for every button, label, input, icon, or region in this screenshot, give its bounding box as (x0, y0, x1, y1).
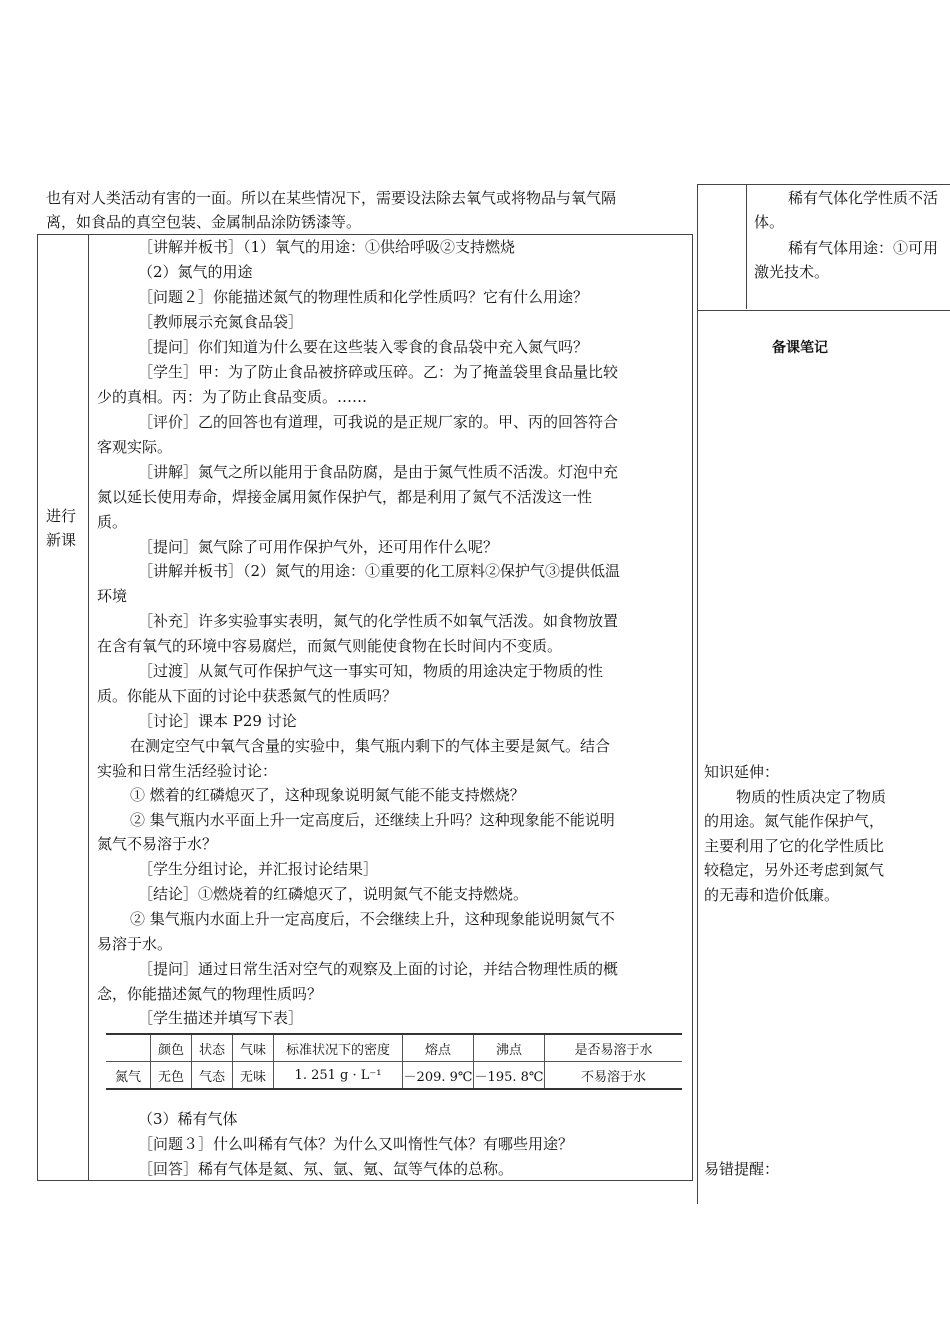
table-cell: －195. 8℃ (474, 1062, 545, 1090)
table-cell: 氮气 (106, 1062, 151, 1090)
section-label: 新课 (46, 531, 77, 549)
lesson-line: ［过渡］从氮气可作保护气这一事实可知，物质的用途决定于物质的性 (138, 662, 604, 680)
table-row (106, 1062, 682, 1090)
side-top-line: 激光技术。 (754, 263, 830, 281)
side-ext-line: 较稳定，另外还考虑到氮气 (704, 861, 885, 879)
table-cell: 无色 (151, 1062, 192, 1090)
lesson-line: ［讨论］课本 P29 讨论 (138, 712, 297, 730)
lesson-line: ［问题２］你能描述氮气的物理性质和化学性质吗？它有什么用途？ (138, 288, 589, 306)
lesson-line: 实验和日常生活经验讨论： (97, 762, 278, 780)
side-ext-title: 知识延伸： (704, 763, 780, 781)
lesson-line: ① 燃着的红磷熄灭了，这种现象说明氮气能不能支持燃烧？ (130, 786, 525, 804)
table-header-cell: 气味 (233, 1034, 274, 1062)
lesson-line: ［回答］稀有气体是氦、氖、氩、氪、氙等气体的总称。 (138, 1160, 514, 1178)
lesson-line: 氮气不易溶于水？ (97, 835, 218, 853)
lesson-line: ② 集气瓶内水平面上升一定高度后，还继续上升吗？这种现象能不能说明 (130, 811, 615, 829)
lesson-table-divider (88, 234, 89, 1180)
lesson-line: ② 集气瓶内水面上升一定高度后，不会继续上升，这种现象能说明氮气不 (130, 910, 615, 928)
side-column-rule (697, 309, 698, 1204)
lesson-line: 易溶于水。 (97, 935, 173, 953)
lesson-line: ［问题３］什么叫稀有气体？为什么又叫惰性气体？有哪些用途？ (138, 1135, 574, 1153)
lesson-line: ［讲解并板书］（1）氧气的用途：①供给呼吸②支持燃烧 (138, 238, 516, 256)
section-label: 进行 (46, 507, 77, 525)
lesson-line: 客观实际。 (97, 438, 173, 456)
side-warning-title: 易错提醒： (704, 1160, 780, 1178)
lesson-line: 环境 (97, 587, 128, 605)
lesson-line: （2）氮气的用途 (138, 263, 253, 281)
lesson-line: ［结论］①燃烧着的红磷熄灭了，说明氮气不能支持燃烧。 (138, 885, 529, 903)
lesson-line: ［教师展示充氮食品袋］ (138, 313, 304, 331)
table-header-cell: 状态 (192, 1034, 233, 1062)
table-header-cell: 熔点 (403, 1034, 474, 1062)
side-top-line: 体。 (754, 213, 785, 231)
side-top-divider (746, 184, 747, 309)
side-ext-line: 物质的性质决定了物质 (736, 788, 887, 806)
nitrogen-properties-table (106, 1033, 682, 1090)
side-top-line: 稀有气体化学性质不活 (788, 189, 939, 207)
lesson-line: 念，你能描述氮气的物理性质吗？ (97, 985, 323, 1003)
table-cell: 气态 (192, 1062, 233, 1090)
side-ext-line: 的用途。氮气能作保护气， (704, 812, 885, 830)
lesson-line: 质。 (97, 513, 128, 531)
side-top-line: 稀有气体用途：①可用 (788, 239, 939, 257)
lesson-line: ［提问］氮气除了可用作保护气外，还可用作什么呢？ (138, 538, 499, 556)
lesson-line: （3）稀有气体 (138, 1110, 238, 1128)
table-cell: 无味 (233, 1062, 274, 1090)
lesson-line: ［补充］许多实验事实表明，氮气的化学性质不如氧气活泼。如食物放置 (138, 612, 619, 630)
intro-line: 也有对人类活动有害的一面。所以在某些情况下，需要设法除去氧气或将物品与氧气隔 (46, 189, 617, 207)
table-header-row (106, 1034, 682, 1062)
table-cell: 1. 251 g · L⁻¹ (274, 1062, 403, 1090)
side-notes-title: 备课笔记 (772, 340, 828, 356)
table-header-cell (106, 1034, 151, 1062)
lesson-line: ［学生分组讨论，并汇报讨论结果］ (138, 860, 379, 878)
lesson-line: ［提问］你们知道为什么要在这些装入零食的食品袋中充入氮气吗？ (138, 338, 589, 356)
table-header-cell: 是否易溶于水 (545, 1034, 683, 1062)
side-ext-line: 主要利用了它的化学性质比 (704, 837, 885, 855)
lesson-line: ［提问］通过日常生活对空气的观察及上面的讨论，并结合物理性质的概 (138, 960, 619, 978)
lesson-line: ［讲解并板书］（2）氮气的用途：①重要的化工原料②保护气③提供低温 (138, 562, 621, 580)
table-cell: －209. 9℃ (403, 1062, 474, 1090)
lesson-line: 在测定空气中氧气含量的实验中，集气瓶内剩下的气体主要是氮气。结合 (130, 737, 611, 755)
table-cell: 不易溶于水 (545, 1062, 683, 1090)
lesson-line: 质。你能从下面的讨论中获悉氮气的性质吗？ (97, 687, 398, 705)
lesson-line: 少的真相。丙：为了防止食品变质。…… (97, 388, 368, 406)
lesson-line: 在含有氧气的环境中容易腐烂，而氮气则能使食物在长时间内不变质。 (97, 637, 563, 655)
lesson-line: ［评价］乙的回答也有道理，可我说的是正规厂家的。甲、丙的回答符合 (138, 413, 619, 431)
side-ext-line: 的无毒和造价低廉。 (704, 886, 840, 904)
lesson-line: 氮以延长使用寿命，焊接金属用氮作保护气，都是利用了氮气不活泼这一性 (97, 488, 593, 506)
lesson-line: ［学生描述并填写下表］ (138, 1009, 304, 1027)
table-header-cell: 标准状况下的密度 (274, 1034, 403, 1062)
lesson-line: ［学生］甲：为了防止食品被挤碎或压碎。乙：为了掩盖袋里食品量比较 (138, 363, 619, 381)
intro-line: 离，如食品的真空包装、金属制品涂防锈漆等。 (46, 213, 362, 231)
table-header-cell: 沸点 (474, 1034, 545, 1062)
lesson-line: ［讲解］氮气之所以能用于食品防腐，是由于氮气性质不活泼。灯泡中充 (138, 463, 619, 481)
table-header-cell: 颜色 (151, 1034, 192, 1062)
